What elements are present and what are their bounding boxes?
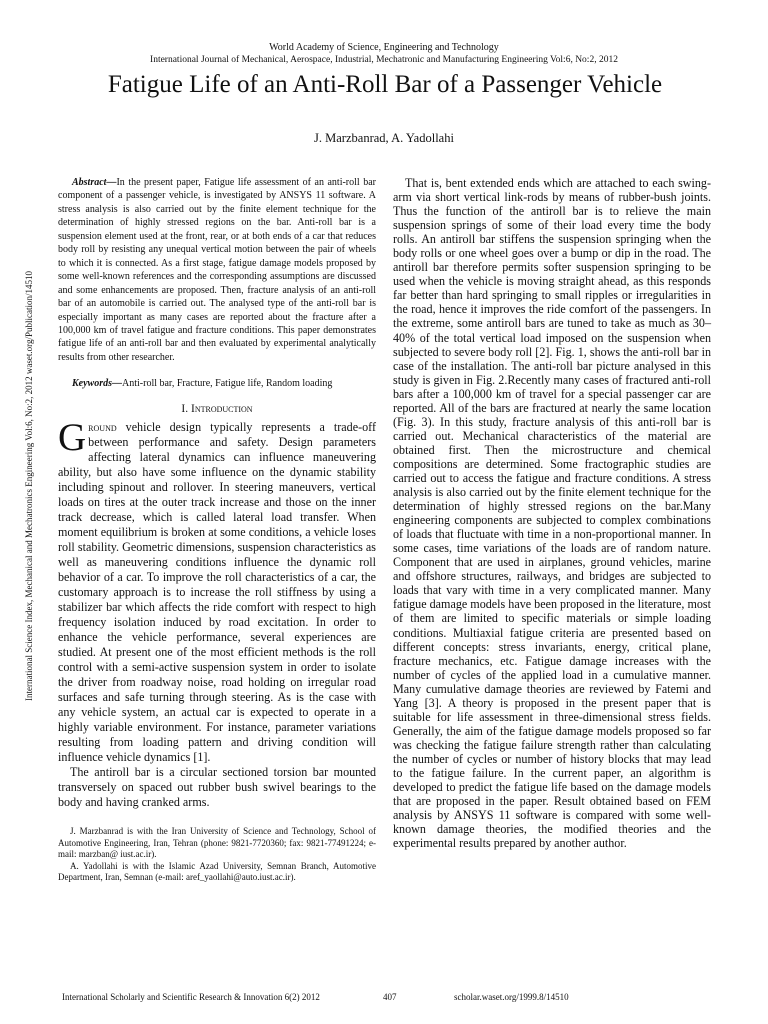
section-heading	[58, 402, 376, 416]
footnote-2: A. Yadollahi is with the Islamic Azad University, Semnan Branch, Automotive Department, Iran, Semnan (e-mail: aref_yaollahi@auto.iust.ac.ir).	[58, 860, 376, 882]
lead-word: round	[88, 420, 117, 435]
keywords	[58, 377, 376, 390]
left-column	[58, 176, 376, 883]
intro-paragraph-1	[58, 416, 376, 765]
paper-authors: J. Marzbanrad, A. Yadollahi	[314, 131, 454, 145]
organization-header: World Academy of Science, Engineering and Technology	[269, 42, 499, 53]
footer-publisher: International Scholarly and Scientific Research & Innovation 6(2) 2012	[62, 992, 320, 1002]
drop-cap: G	[58, 416, 87, 460]
side-margin-text	[22, 0, 36, 1024]
sidebar-citation: International Science Index, Mechanical and Mechatronics Engineering Vol:6, No:2, 2012 waset.org/Publication/14510	[24, 271, 34, 701]
keywords-text: Anti-roll bar, Fracture, Fatigue life, Random loading	[122, 378, 333, 390]
abstract-text: In the present paper, Fatigue life assessment of an anti-roll bar component of a passenger vehicle, is investigated by ANSYS 11 software. A stress analysis is also carried out by the finite element technique for the determination of highly stressed regions on the bar. Anti-roll bar is a suspension element used at the front, rear, or at both ends of a car that reduces body roll by resisting any unequal vertical motion between the pair of wheels to which it is connected. As a first stage, fatigue damage models proposed by some well-known references and the corresponding assumptions are discussed and some enhancements are proposed. Then, fracture analysis of an anti-roll bar of an automobile is carried out. The analysed type of the anti-roll bar is especially important as many cases are reported about the fracture after a 100,000 km of travel fatigue and fracture conditions. This paper demonstrates fatigue life of an anti-roll bar and then evaluated by experimental analytically results from other researcher.	[58, 177, 376, 363]
paper-title: Fatigue Life of an Anti-Roll Bar of a Passenger Vehicle	[107, 71, 663, 98]
right-column	[393, 176, 711, 850]
footnote-1: J. Marzbanrad is with the Iran University of Science and Technology, School of Automotive Engineering, Iran, Tehran (phone: 9821-7720360; fax: 9821-77491224; e-mail: marzban@ iust.ac.ir).	[58, 826, 376, 860]
intro-text-1: vehicle design typically represents a trade-off between performance and safety. Design parameters affecting lateral dynamics can influence maneuvering ability, but also have some influence on the dynamic stability including spinout and rollover. In steering maneuvers, vertical loads on tires at the outer track increase and those on the inner track decrease, which is called lateral load transfer. When moment equilibrium is broken at some conditions, a vehicle loses roll stability. Geometric dimensions, suspension characteristics as well as maneuvering conditions influence the dynamic roll behavior of a car. To improve the roll characteristics of a car, the customary approach is to increase the roll stiffness by using a stabilizer bar which affects the ride comfort with respect to high frequency isolation induced by road excitation. In order to enhance the vehicle performance, several experiences are studied. At present one of the most efficient methods is the roll control with a semi-active suspension system in order to isolate the driver from roadway noise, road holding on irregular road surfaces and safe turning through steering. As is the case with any vehicle system, an actual car is expected to operate in a highly variable environment. For instance, parameter variations resulting from loading pattern and driving condition will influence vehicle dynamics [1].	[58, 420, 376, 765]
footer-doi-link[interactable]: scholar.waset.org/1999.8/14510	[454, 992, 569, 1002]
footer-page-number: 407	[383, 992, 397, 1002]
abstract	[58, 176, 376, 364]
section-number: I.	[181, 403, 189, 416]
abstract-label: Abstract—	[72, 177, 117, 188]
section-title: Introduction	[190, 403, 253, 416]
right-column-paragraph: That is, bent extended ends which are attached to each swing-arm via short vertical link-rods by means of rubber-bush joints. Thus the function of the antiroll bar is to relieve the main suspension springs of some of their load every time the body rolls. An antiroll bar stiffens the suspension springing when the body rolls or one wheel goes over a bump or dip in the road. The antiroll bar therefore permits softer suspension springing to be used when the vehicle is moving straight ahead, as this responds far better than hard springing to small ripples or irregularities in the road, hence it improves the ride comfort of the passengers. In the extreme, some antiroll bars are tuned to take as much as 30–40% of the total vertical load imposed on the suspension when subjected to severe body roll [2]. Fig. 1, shows the anti-roll bar in case of the installation. The anti-roll bar picture analysed in this study is given in Fig. 2.Recently many cases of fractured anti-roll bars after a 100,000 km of travel for a special passenger car are reported. All of the bars are fractured at nearly the same location (Fig. 3). In this study, fracture analysis of this anti-roll bar is carried out. Mechanical characteristics of the material are obtained first. Then the microstructure and chemical compositions are determined. Some fractographic studies are carried out to access the fatigue and fracture conditions. A stress analysis is also carried out by the finite element technique for the determination of highly stressed regions on the bar.Many engineering components are subjected to complex combinations of loads that fluctuate with time in a non-proportional manner. In some cases, time variations of the loads are of random nature. Component that are used in airplanes, ground vehicles, marine and offshore structures, railways, and bridges are subjected to loads that vary with time in a very complicated manner. Many fatigue damage models have been proposed in the literature, most of them are limited to specific materials or simple loading conditions. Multiaxial fatigue criteria are presented based on different concepts: stress invariants, energy, critical plane, fracture mechanics, etc. Fatigue damage increases with the number of cycles of the applied load in a cumulative manner. Many cumulative damage theories are reviewed by Fatemi and Yang [3]. A theory is proposed in the present paper that is suitable for life assessment in three-dimensional stress fields. Generally, the aim of the fatigue damage models proposed so far was checking the fatigue failure strength rather than calculating the number of cycles or number of history blocks that may lead to the fatigue failure. In the current paper, an algorithm is developed to predict the fatigue life based on the damage models that are proposed in the paper. Result obtained based on FEM analysis by ANSYS 11 software is compared with some well-known damage theories, the modified theories and the experimental results prepared by another author.	[393, 176, 711, 851]
intro-paragraph-2: The antiroll bar is a circular sectioned torsion bar mounted transversely on spaced out rubber bush swivel bearings to the body and having cranked arms.	[58, 765, 376, 810]
author-footnotes	[58, 826, 376, 883]
journal-header: International Journal of Mechanical, Aerospace, Industrial, Mechatronic and Manufacturing Engineering Vol:6, No:2, 2012	[150, 55, 618, 65]
keywords-label: Keywords—	[72, 378, 122, 390]
